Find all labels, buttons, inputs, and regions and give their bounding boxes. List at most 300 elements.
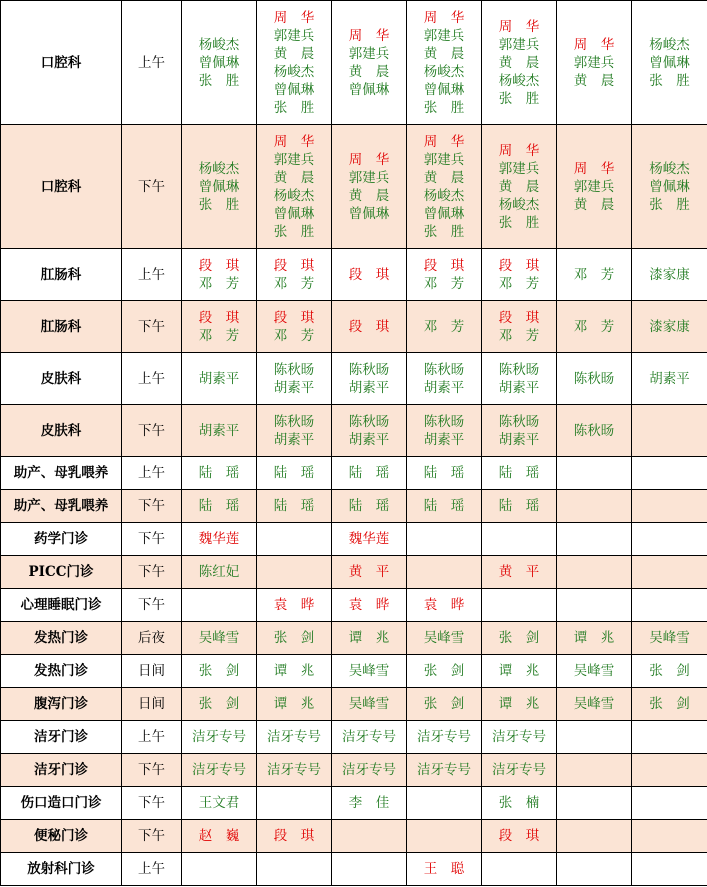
doctor-cell	[407, 457, 482, 490]
doctor-cell	[257, 1, 332, 125]
doctor-cell	[407, 523, 482, 556]
schedule-row	[1, 490, 707, 523]
doctor-cell	[557, 405, 632, 457]
doctor-cell	[632, 853, 707, 886]
doctor-name: 曾佩琳	[423, 81, 465, 98]
doctor-name: 曾佩琳	[198, 54, 240, 71]
doctor-name: 洁牙专号	[192, 762, 246, 778]
doctor-cell	[257, 820, 332, 853]
doctor-cell	[257, 405, 332, 457]
doctor-cell	[257, 787, 332, 820]
schedule-row	[1, 688, 707, 721]
schedule-row	[1, 523, 707, 556]
doctor-cell	[482, 490, 557, 523]
doctor-cell	[482, 405, 557, 457]
doctor-name: 周 华	[423, 133, 465, 150]
session-cell: 下午	[122, 820, 182, 853]
doctor-cell	[182, 787, 257, 820]
doctor-name: 赵 巍	[198, 828, 240, 844]
doctor-name: 袁 晔	[423, 597, 465, 613]
doctor-cell	[632, 125, 707, 249]
doctor-name: 陆 瑶	[498, 465, 540, 481]
schedule-row	[1, 589, 707, 622]
doctor-name: 郭建兵	[273, 27, 315, 44]
doctor-cell	[407, 125, 482, 249]
doctor-name: 张 剑	[423, 663, 465, 679]
doctor-cell	[257, 353, 332, 405]
doctor-cell	[257, 622, 332, 655]
doctor-cell	[332, 721, 407, 754]
session-cell: 下午	[122, 301, 182, 353]
doctor-cell	[332, 820, 407, 853]
doctor-name: 杨峻杰	[423, 187, 465, 204]
doctor-name: 胡素平	[198, 370, 240, 387]
schedule-row	[1, 655, 707, 688]
doctor-name: 张 胜	[273, 99, 315, 116]
doctor-name: 陈秋旸	[423, 361, 465, 378]
doctor-name: 胡素平	[273, 431, 315, 448]
doctor-cell	[632, 787, 707, 820]
doctor-cell	[482, 556, 557, 589]
doctor-cell	[332, 301, 407, 353]
schedule-row	[1, 721, 707, 754]
doctor-cell	[407, 1, 482, 125]
doctor-name: 胡素平	[423, 431, 465, 448]
doctor-cell	[482, 1, 557, 125]
department-cell: 发热门诊	[1, 655, 122, 688]
doctor-name: 曾佩琳	[649, 178, 690, 195]
doctor-cell	[632, 353, 707, 405]
doctor-name: 王 聪	[423, 861, 465, 877]
doctor-cell	[182, 853, 257, 886]
doctor-cell	[632, 754, 707, 787]
department-cell: 肛肠科	[1, 301, 122, 353]
doctor-name: 邓 芳	[573, 266, 615, 283]
doctor-cell	[182, 721, 257, 754]
doctor-cell	[557, 249, 632, 301]
session-cell: 日间	[122, 655, 182, 688]
doctor-name: 邓 芳	[198, 327, 240, 344]
doctor-cell	[332, 754, 407, 787]
doctor-name: 王文君	[198, 795, 240, 811]
department-cell: 肛肠科	[1, 249, 122, 301]
doctor-cell	[632, 622, 707, 655]
doctor-cell	[332, 556, 407, 589]
doctor-cell	[482, 249, 557, 301]
doctor-cell	[332, 688, 407, 721]
schedule-row	[1, 1, 707, 125]
doctor-cell	[557, 787, 632, 820]
doctor-name: 袁 晔	[273, 597, 315, 613]
doctor-cell	[182, 754, 257, 787]
doctor-cell	[482, 622, 557, 655]
doctor-cell	[332, 589, 407, 622]
doctor-name: 邓 芳	[498, 327, 540, 344]
doctor-name: 胡素平	[348, 431, 390, 448]
doctor-cell	[182, 353, 257, 405]
doctor-cell	[332, 405, 407, 457]
doctor-name: 张 剑	[649, 696, 690, 712]
session-cell: 下午	[122, 754, 182, 787]
doctor-name: 段 琪	[198, 257, 240, 274]
doctor-name: 陆 瑶	[198, 498, 240, 514]
doctor-cell	[407, 249, 482, 301]
doctor-name: 黄 平	[498, 564, 540, 580]
doctor-name: 张 剑	[198, 663, 240, 679]
doctor-name: 洁牙专号	[492, 762, 546, 778]
doctor-cell	[557, 853, 632, 886]
doctor-name: 洁牙专号	[492, 729, 546, 745]
doctor-name: 段 琪	[273, 828, 315, 844]
session-cell: 下午	[122, 523, 182, 556]
doctor-name: 杨峻杰	[649, 36, 690, 53]
doctor-name: 陆 瑶	[273, 498, 315, 514]
doctor-cell	[557, 353, 632, 405]
doctor-cell	[407, 589, 482, 622]
schedule-row	[1, 787, 707, 820]
doctor-name: 曾佩琳	[423, 205, 465, 222]
department-cell: 助产、母乳喂养	[1, 457, 122, 490]
doctor-cell	[182, 249, 257, 301]
doctor-cell	[332, 1, 407, 125]
doctor-name: 胡素平	[649, 370, 690, 387]
doctor-name: 洁牙专号	[192, 729, 246, 745]
doctor-name: 张 剑	[423, 696, 465, 712]
doctor-name: 胡素平	[498, 431, 540, 448]
doctor-cell	[482, 523, 557, 556]
session-cell: 后夜	[122, 622, 182, 655]
doctor-name: 周 华	[573, 36, 615, 53]
doctor-cell	[482, 353, 557, 405]
doctor-name: 杨峻杰	[649, 160, 690, 177]
doctor-cell	[182, 556, 257, 589]
doctor-name: 谭 兆	[498, 663, 540, 679]
session-cell: 下午	[122, 787, 182, 820]
schedule-row	[1, 405, 707, 457]
doctor-cell	[257, 853, 332, 886]
doctor-name: 谭 兆	[498, 696, 540, 712]
doctor-name: 吴峰雪	[573, 696, 615, 712]
doctor-cell	[332, 125, 407, 249]
doctor-name: 郭建兵	[423, 27, 465, 44]
doctor-name: 张 胜	[498, 214, 540, 231]
department-cell: 皮肤科	[1, 405, 122, 457]
doctor-name: 陈秋旸	[423, 413, 465, 430]
doctor-name: 杨峻杰	[198, 160, 240, 177]
schedule-row	[1, 125, 707, 249]
doctor-cell	[257, 589, 332, 622]
department-cell: 洁牙门诊	[1, 754, 122, 787]
doctor-name: 郭建兵	[273, 151, 315, 168]
doctor-name: 郭建兵	[498, 160, 540, 177]
doctor-name: 吴峰雪	[198, 630, 240, 646]
doctor-name: 胡素平	[273, 379, 315, 396]
doctor-name: 周 华	[348, 151, 390, 168]
doctor-cell	[257, 249, 332, 301]
doctor-name: 张 剑	[649, 663, 690, 679]
schedule-body	[1, 1, 707, 886]
doctor-cell	[482, 820, 557, 853]
doctor-cell	[557, 125, 632, 249]
doctor-name: 胡素平	[423, 379, 465, 396]
doctor-name: 陆 瑶	[348, 498, 390, 514]
doctor-name: 张 剑	[198, 696, 240, 712]
doctor-cell	[632, 249, 707, 301]
doctor-name: 吴峰雪	[348, 696, 390, 712]
doctor-cell	[557, 301, 632, 353]
doctor-cell	[257, 301, 332, 353]
doctor-cell	[632, 820, 707, 853]
schedule-row	[1, 556, 707, 589]
doctor-name: 陆 瑶	[423, 498, 465, 514]
doctor-name: 郭建兵	[498, 36, 540, 53]
doctor-name: 吴峰雪	[573, 663, 615, 679]
doctor-cell	[407, 622, 482, 655]
doctor-name: 黄 晨	[348, 187, 390, 204]
doctor-cell	[182, 457, 257, 490]
doctor-name: 曾佩琳	[273, 81, 315, 98]
doctor-cell	[557, 556, 632, 589]
doctor-name: 陈红妃	[198, 564, 240, 580]
department-cell: 助产、母乳喂养	[1, 490, 122, 523]
doctor-cell	[407, 688, 482, 721]
doctor-name: 郭建兵	[573, 178, 615, 195]
doctor-cell	[632, 523, 707, 556]
department-cell: 发热门诊	[1, 622, 122, 655]
department-cell: 心理睡眠门诊	[1, 589, 122, 622]
doctor-name: 魏华莲	[348, 531, 390, 547]
doctor-name: 谭 兆	[273, 663, 315, 679]
doctor-name: 张 胜	[198, 196, 240, 213]
doctor-name: 袁 晔	[348, 597, 390, 613]
doctor-cell	[182, 405, 257, 457]
doctor-name: 李 佳	[348, 795, 390, 811]
doctor-name: 陈秋旸	[348, 361, 390, 378]
doctor-cell	[632, 490, 707, 523]
doctor-cell	[632, 1, 707, 125]
doctor-cell	[332, 523, 407, 556]
doctor-name: 杨峻杰	[498, 72, 540, 89]
department-cell: 放射科门诊	[1, 853, 122, 886]
doctor-name: 陆 瑶	[423, 465, 465, 481]
doctor-name: 黄 晨	[498, 54, 540, 71]
department-cell: PICC门诊	[1, 556, 122, 589]
doctor-name: 杨峻杰	[273, 187, 315, 204]
doctor-name: 曾佩琳	[198, 178, 240, 195]
doctor-cell	[557, 589, 632, 622]
department-cell: 便秘门诊	[1, 820, 122, 853]
doctor-cell	[182, 1, 257, 125]
doctor-name: 邓 芳	[573, 318, 615, 335]
doctor-cell	[557, 523, 632, 556]
doctor-name: 陈秋旸	[573, 370, 615, 387]
doctor-cell	[482, 125, 557, 249]
doctor-name: 洁牙专号	[342, 729, 396, 745]
doctor-cell	[482, 754, 557, 787]
doctor-name: 张 胜	[498, 90, 540, 107]
doctor-name: 吴峰雪	[649, 630, 690, 646]
doctor-name: 邓 芳	[198, 275, 240, 292]
doctor-cell	[407, 787, 482, 820]
doctor-cell	[182, 125, 257, 249]
doctor-name: 郭建兵	[423, 151, 465, 168]
doctor-name: 黄 晨	[573, 196, 615, 213]
doctor-name: 周 华	[573, 160, 615, 177]
doctor-name: 杨峻杰	[198, 36, 240, 53]
doctor-name: 段 琪	[498, 257, 540, 274]
doctor-name: 段 琪	[348, 318, 390, 335]
doctor-cell	[257, 688, 332, 721]
department-cell: 腹泻门诊	[1, 688, 122, 721]
doctor-name: 杨峻杰	[273, 63, 315, 80]
doctor-cell	[332, 457, 407, 490]
schedule-row	[1, 853, 707, 886]
doctor-name: 杨峻杰	[423, 63, 465, 80]
doctor-cell	[632, 301, 707, 353]
doctor-cell	[557, 688, 632, 721]
doctor-name: 段 琪	[348, 266, 390, 283]
doctor-cell	[182, 523, 257, 556]
doctor-name: 张 剑	[498, 630, 540, 646]
doctor-name: 段 琪	[498, 828, 540, 844]
doctor-cell	[632, 457, 707, 490]
doctor-name: 邓 芳	[273, 275, 315, 292]
doctor-cell	[632, 405, 707, 457]
schedule-row	[1, 754, 707, 787]
session-cell: 下午	[122, 405, 182, 457]
doctor-name: 黄 晨	[573, 72, 615, 89]
doctor-cell	[332, 353, 407, 405]
doctor-name: 陈秋旸	[348, 413, 390, 430]
doctor-cell	[182, 589, 257, 622]
doctor-name: 郭建兵	[348, 169, 390, 186]
doctor-name: 洁牙专号	[267, 762, 321, 778]
doctor-cell	[482, 589, 557, 622]
doctor-name: 郭建兵	[348, 45, 390, 62]
doctor-cell	[407, 490, 482, 523]
doctor-name: 周 华	[273, 133, 315, 150]
doctor-name: 谭 兆	[573, 630, 615, 646]
schedule-row	[1, 301, 707, 353]
session-cell: 下午	[122, 556, 182, 589]
doctor-cell	[632, 655, 707, 688]
doctor-cell	[407, 556, 482, 589]
session-cell: 下午	[122, 589, 182, 622]
doctor-cell	[257, 125, 332, 249]
doctor-cell	[182, 301, 257, 353]
doctor-name: 张 胜	[198, 72, 240, 89]
doctor-name: 陆 瑶	[198, 465, 240, 481]
doctor-name: 周 华	[273, 9, 315, 26]
doctor-name: 黄 晨	[423, 45, 465, 62]
doctor-name: 陈秋旸	[498, 413, 540, 430]
doctor-name: 曾佩琳	[348, 205, 390, 222]
schedule-row	[1, 622, 707, 655]
doctor-name: 洁牙专号	[342, 762, 396, 778]
doctor-cell	[557, 622, 632, 655]
doctor-name: 段 琪	[498, 309, 540, 326]
doctor-cell	[482, 853, 557, 886]
session-cell: 下午	[122, 490, 182, 523]
doctor-cell	[632, 721, 707, 754]
doctor-cell	[182, 490, 257, 523]
doctor-name: 吴峰雪	[423, 630, 465, 646]
doctor-name: 黄 晨	[498, 178, 540, 195]
doctor-name: 胡素平	[198, 422, 240, 439]
doctor-cell	[182, 622, 257, 655]
doctor-name: 周 华	[348, 27, 390, 44]
doctor-cell	[257, 556, 332, 589]
session-cell: 上午	[122, 721, 182, 754]
doctor-cell	[182, 820, 257, 853]
doctor-cell	[407, 853, 482, 886]
doctor-cell	[482, 721, 557, 754]
doctor-name: 曾佩琳	[273, 205, 315, 222]
doctor-name: 邓 芳	[273, 327, 315, 344]
doctor-cell	[332, 249, 407, 301]
doctor-name: 段 琪	[273, 257, 315, 274]
doctor-name: 黄 平	[348, 564, 390, 580]
doctor-cell	[182, 688, 257, 721]
doctor-cell	[482, 301, 557, 353]
doctor-cell	[632, 556, 707, 589]
session-cell: 日间	[122, 688, 182, 721]
doctor-cell	[557, 655, 632, 688]
doctor-name: 曾佩琳	[348, 81, 390, 98]
session-cell: 下午	[122, 125, 182, 249]
doctor-name: 张 胜	[423, 99, 465, 116]
doctor-cell	[632, 688, 707, 721]
schedule-row	[1, 353, 707, 405]
doctor-name: 郭建兵	[573, 54, 615, 71]
doctor-name: 黄 晨	[273, 169, 315, 186]
doctor-name: 邓 芳	[498, 275, 540, 292]
session-cell: 上午	[122, 353, 182, 405]
doctor-name: 洁牙专号	[267, 729, 321, 745]
doctor-name: 杨峻杰	[498, 196, 540, 213]
doctor-cell	[632, 589, 707, 622]
schedule-row	[1, 820, 707, 853]
doctor-name: 陈秋旸	[573, 422, 615, 439]
doctor-name: 漆家康	[649, 318, 690, 335]
schedule-row	[1, 249, 707, 301]
doctor-name: 周 华	[498, 142, 540, 159]
department-cell: 洁牙门诊	[1, 721, 122, 754]
doctor-name: 张 胜	[273, 223, 315, 240]
doctor-name: 段 琪	[198, 309, 240, 326]
doctor-cell	[407, 721, 482, 754]
doctor-cell	[182, 655, 257, 688]
doctor-name: 陈秋旸	[498, 361, 540, 378]
doctor-cell	[557, 1, 632, 125]
doctor-cell	[257, 754, 332, 787]
doctor-name: 周 华	[498, 18, 540, 35]
doctor-name: 胡素平	[348, 379, 390, 396]
doctor-name: 张 楠	[498, 795, 540, 811]
doctor-cell	[332, 787, 407, 820]
doctor-cell	[332, 622, 407, 655]
doctor-name: 黄 晨	[273, 45, 315, 62]
doctor-name: 谭 兆	[273, 696, 315, 712]
doctor-name: 张 胜	[649, 72, 690, 89]
doctor-cell	[407, 754, 482, 787]
doctor-cell	[482, 688, 557, 721]
doctor-name: 邓 芳	[423, 275, 465, 292]
doctor-cell	[557, 820, 632, 853]
doctor-name: 张 胜	[423, 223, 465, 240]
doctor-cell	[407, 405, 482, 457]
doctor-cell	[482, 787, 557, 820]
